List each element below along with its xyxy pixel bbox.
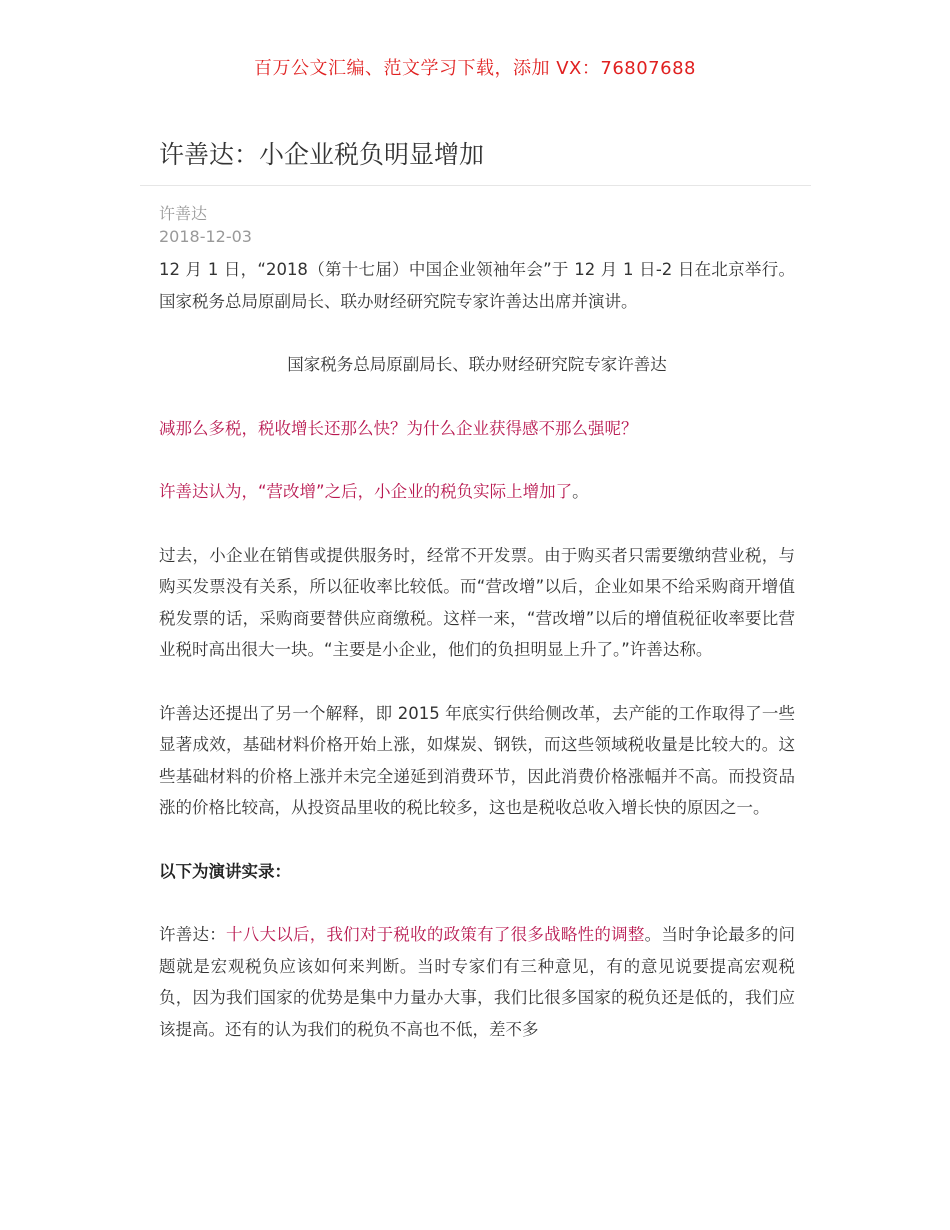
section-heading: 以下为演讲实录： [159,861,291,881]
speech-speaker: 许善达： [159,925,226,944]
highlight-question: 减那么多税，税收增长还那么快？为什么企业获得感不那么强呢？ [159,418,638,438]
speech-highlight: 十八大以后，我们对于税收的政策有了很多战略性的调整 [225,925,645,944]
article-date: 2018-12-03 [159,227,252,246]
speech-rest: 。当时争论最多的问题就是宏观税负应该如何来判断。当时专家们有三种意见，有的意见说要提高宏观税负，因为我们国家的优势是集中力量办大事，我们比很多国家的税负还是低的，我们应该提高。还有的认为我们的税负不高也不低，差不多 [159,925,796,1039]
body-paragraph: 许善达还提出了另一个解释，即 2015 年底实行供给侧改革，去产能的工作取得了一些显著成效，基础材料价格开始上涨，如煤炭、钢铁，而这些领域税收量是比较大的。这些基础材料的价格上涨并未完全递延到消费环节，因此消费价格涨幅并不高。而投资品涨的价格比较高，从投资品里收的税比较多，这也是税收总收入增长快的原因之一。 [159,703,795,817]
highlight-statement-text: 许善达认为，“营改增”之后，小企业的税负实际上增加了 [159,482,573,501]
intro-paragraph: 12 月 1 日，“2018（第十七届）中国企业领袖年会”于 12 月 1 日-2 日在北京举行。国家税务总局原副局长、联办财经研究院专家许善达出席并演讲。 [159,260,795,311]
article-body [159,254,795,1077]
title-divider [140,185,811,186]
highlight-statement [159,476,795,508]
highlight-statement-end: 。 [572,482,589,501]
body-paragraph: 过去，小企业在销售或提供服务时，经常不开发票。由于购买者只需要缴纳营业税，与购买发票没有关系，所以征收率比较低。而“营改增”以后，企业如果不给采购商开增值税发票的话，采购商要替供应商缴税。这样一来，“营改增”以后的增值税征收率要比营业税时高出很大一块。“主要是小企业，他们的负担明显上升了。”许善达称。 [159,545,795,659]
article-title: 许善达：小企业税负明显增加 [159,140,485,169]
speech-paragraph [159,919,795,1045]
image-caption: 国家税务总局原副局长、联办财经研究院专家许善达 [287,355,667,374]
promo-banner: 百万公文汇编、范文学习下载，添加 VX：76807688 [254,58,696,79]
article-author: 许善达 [159,204,208,223]
